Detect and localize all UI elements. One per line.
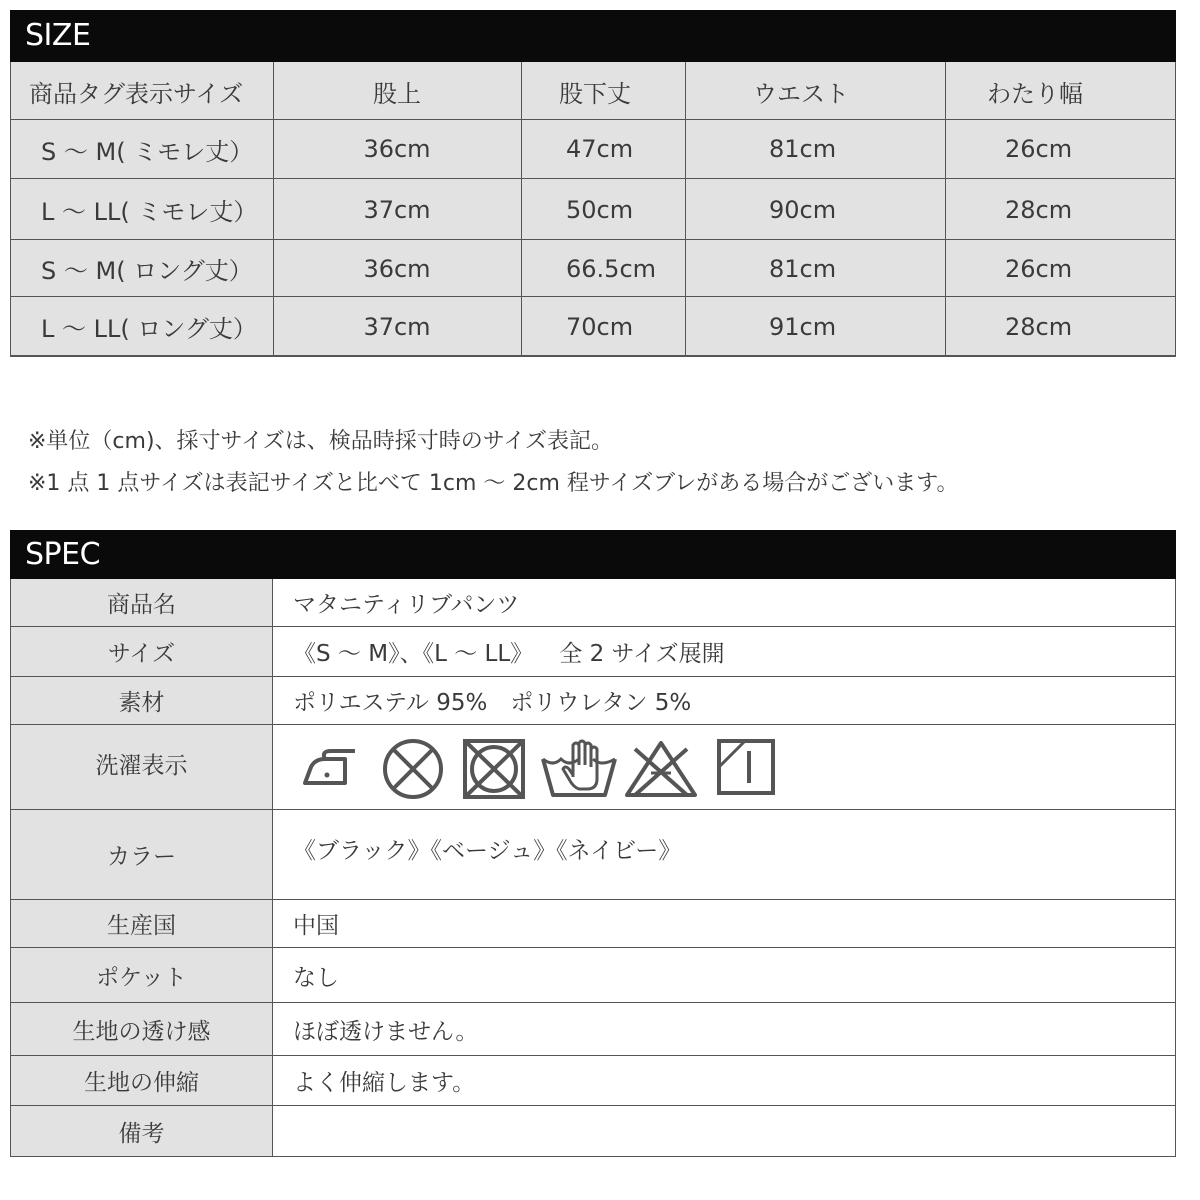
size-cell-waist: 90cm xyxy=(769,195,837,224)
no-dry-clean-icon xyxy=(375,737,457,799)
spec-label: サイズ xyxy=(11,627,273,676)
size-note-variance: ※1 点 1 点サイズは表記サイズと比べて 1cm ～ 2cm 程サイズブレがある場合がございます。 xyxy=(28,471,959,496)
spec-value: 中国 xyxy=(293,913,339,939)
size-cell-thigh: 26cm xyxy=(1005,135,1073,163)
size-cell-thigh: 26cm xyxy=(1005,254,1073,283)
line-dry-icon xyxy=(703,737,785,799)
column-divider xyxy=(273,62,274,356)
size-cell-inseam: 66.5cm xyxy=(566,254,657,283)
size-cell-thigh: 28cm xyxy=(1005,312,1073,341)
spec-table xyxy=(10,579,1176,1157)
spec-label: 生地の伸縮 xyxy=(11,1056,273,1105)
size-note-unit: ※単位（cm)、採寸サイズは、検品時採寸時のサイズ表記。 xyxy=(28,429,614,454)
size-cell-inseam: 47cm xyxy=(566,135,634,163)
care-icons xyxy=(293,737,785,799)
table-row xyxy=(11,120,1175,179)
column-divider xyxy=(521,62,522,356)
hand-wash-icon xyxy=(539,737,621,799)
spec-label: ポケット xyxy=(11,948,273,1002)
size-header-rise: 股上 xyxy=(373,79,421,108)
spec-label: 生産国 xyxy=(11,900,273,947)
spec-label: 洗濯表示 xyxy=(11,725,273,809)
spec-value: ポリエステル 95% ポリウレタン 5% xyxy=(293,690,692,716)
no-tumble-dry-icon xyxy=(457,737,539,799)
size-cell-inseam: 50cm xyxy=(566,195,634,224)
size-header-inseam: 股下丈 xyxy=(559,79,631,108)
size-cell-rise: 36cm xyxy=(363,135,431,163)
spec-row-remarks xyxy=(11,1106,1175,1156)
spec-value: 《S ～ M》、《L ～ LL》 全 2 サイズ展開 xyxy=(293,641,725,667)
spec-label: カラー xyxy=(11,810,273,899)
spec-row-pocket xyxy=(11,948,1175,1003)
spec-row-sheerness xyxy=(11,1003,1175,1056)
spec-row-origin xyxy=(11,900,1175,948)
spec-value: マタニティリブパンツ xyxy=(293,592,520,618)
spec-value: ほぼ透けません。 xyxy=(293,1018,479,1045)
spec-row-material xyxy=(11,677,1175,725)
spec-label: 素材 xyxy=(11,677,273,724)
spec-value: なし xyxy=(293,964,339,991)
size-cell-label: L ～ LL( ロング丈） xyxy=(41,315,257,343)
spec-row-product-name xyxy=(11,579,1175,627)
iron-low-icon xyxy=(293,737,375,799)
column-divider xyxy=(685,62,686,356)
spec-row-care xyxy=(11,725,1175,810)
size-header-tag: 商品タグ表示サイズ xyxy=(29,79,244,108)
size-table-header-row xyxy=(11,62,1175,120)
spec-label: 備考 xyxy=(11,1106,273,1156)
size-cell-waist: 91cm xyxy=(769,312,837,341)
size-header-waist: ウエスト xyxy=(753,79,849,108)
spec-row-size xyxy=(11,627,1175,677)
size-header-thigh: わたり幅 xyxy=(987,79,1083,108)
column-divider xyxy=(945,62,946,356)
spec-label: 生地の透け感 xyxy=(11,1003,273,1055)
spec-value: よく伸縮します。 xyxy=(293,1070,476,1096)
spec-section-title: SPEC xyxy=(10,530,1176,579)
size-cell-waist: 81cm xyxy=(769,254,837,283)
no-bleach-icon xyxy=(621,737,703,799)
size-cell-label: L ～ LL( ミモレ丈） xyxy=(41,198,258,226)
spec-row-color xyxy=(11,810,1175,900)
size-cell-inseam: 70cm xyxy=(566,312,634,341)
table-row xyxy=(11,179,1175,240)
size-table xyxy=(10,62,1176,357)
size-cell-label: S ～ M( ロング丈） xyxy=(41,257,253,285)
spec-row-stretch xyxy=(11,1056,1175,1106)
table-row xyxy=(11,240,1175,297)
spec-value: 《ブラック》《ベージュ》《ネイビー》 xyxy=(293,838,682,864)
size-section-title: SIZE xyxy=(10,10,1176,62)
spec-label: 商品名 xyxy=(11,579,273,626)
size-cell-rise: 36cm xyxy=(363,254,431,283)
size-cell-label: S ～ M( ミモレ丈） xyxy=(41,137,254,166)
size-cell-rise: 37cm xyxy=(363,312,431,341)
size-cell-rise: 37cm xyxy=(363,195,431,224)
table-row xyxy=(11,297,1175,356)
size-cell-thigh: 28cm xyxy=(1005,195,1073,224)
size-cell-waist: 81cm xyxy=(769,135,837,163)
